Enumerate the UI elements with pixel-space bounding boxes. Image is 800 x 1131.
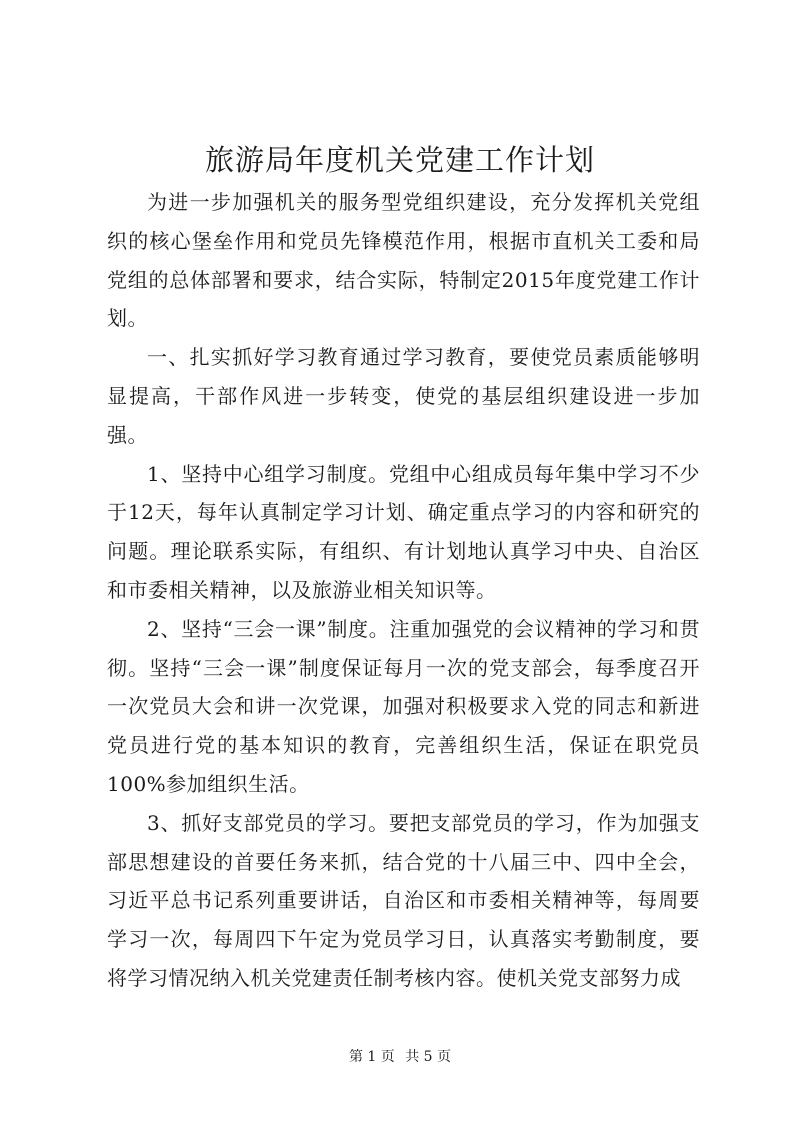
paragraph-item-2: 2、坚持“三会一课”制度。注重加强党的会议精神的学习和贯彻。坚持“三会一课”制度保证每月一次的党支部会，每季度召开一次党员大会和讲一次党课，加强对积极要求入党的同志和新进党员进行党的基本知识的教育，完善组织生活，保证在职党员100%参加组织生活。 [107, 616, 700, 796]
paragraph-item-1: 1、坚持中心组学习制度。党组中心组成员每年集中学习不少于12天，每年认真制定学习计划、确定重点学习的内容和研究的问题。理论联系实际，有组织、有计划地认真学习中央、自治区和市委相关精神，以及旅游业相关知识等。 [107, 461, 700, 602]
document-title: 旅游局年度机关党建工作计划 [204, 143, 595, 177]
paragraph-item-3: 3、抓好支部党员的学习。要把支部党员的学习，作为加强支部思想建设的首要任务来抓，结合党的十八届三中、四中全会，习近平总书记系列重要讲话，自治区和市委相关精神等，每周要学习一次，每周四下午定为党员学习日，认真落实考勤制度，要将学习情况纳入机关党建责任制考核内容。使机关党支部努力成 [107, 810, 700, 990]
page-footer [0, 1047, 800, 1067]
paragraph-section-1: 一、扎实抓好学习教育通过学习教育，要使党员素质能够明显提高，干部作风进一步转变，使党的基层组织建设进一步加强。 [107, 345, 700, 447]
total-pages: 共 5 页 [405, 1049, 452, 1065]
document-body [107, 183, 700, 998]
page-number: 第 1 页 [348, 1049, 395, 1065]
paragraph-intro: 为进一步加强机关的服务型党组织建设，充分发挥机关党组织的核心堡垒作用和党员先锋模范作用，根据市直机关工委和局党组的总体部署和要求，结合实际，特制定2015年度党建工作计划。 [107, 190, 700, 331]
